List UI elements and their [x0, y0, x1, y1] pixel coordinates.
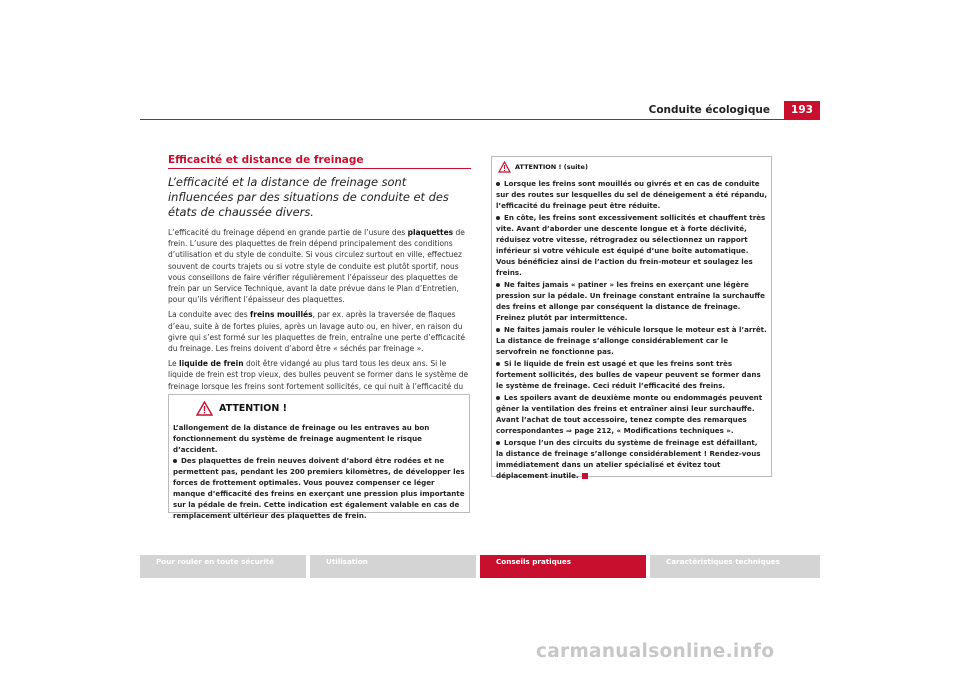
section-title: Efficacité et distance de freinage [168, 154, 471, 169]
footer-tab-operation[interactable]: Utilisation [310, 555, 476, 578]
watermark: carmanualsonline.info [536, 641, 775, 662]
warning-header [169, 395, 469, 416]
warning-text [169, 416, 469, 521]
paragraph-brake-pads: L’efficacité du freinage dépend en grande partie de l’usure des plaquettes de frein. L’usure des plaquettes de frein dépend principalement des conditions d’utilisation et du style de conduite. Si vous circulez surtout en ville, effectuez souvent de courts trajets ou si votre style de conduite est plutôt sportif, nous vous conseillons de faire vérifier régulièrement l’épaisseur des plaquettes de frein par un Service Technique, avant la date prévue dans le Plan d’Entretien, pour qu’ils vérifient l’épaisseur des plaquettes. [168, 228, 465, 305]
warning-bullet: Les spoilers avant de deuxième monte ou endommagés peuvent gêner la ventilation des freins et entraîner ainsi leur surchauffe. Avant l’achat de tout accessoire, tenez compte des remarques correspondantes ⇒ page 212, « Modifications techniques ». [496, 393, 763, 435]
left-column [168, 154, 471, 407]
warning-title: ATTENTION ! [219, 403, 287, 414]
bullet-icon [496, 362, 500, 366]
warning-bullet: Si le liquide de frein est usagé et que les freins sont très fortement sollicités, des bulles de vapeur peuvent se former dans le système de freinage. Ceci réduit l’efficacité des freins. [496, 359, 761, 390]
warning-bullet: Des plaquettes de frein neuves doivent d’abord être rodées et ne permettent pas, pendant les 200 premiers kilomètres, de développer les forces de frottement optimales. Vous pouvez compenser ce léger manque d’efficacité des freins en exerçant une pression plus importante sur la pédale de frein. Cette indication est également valable en cas de remplacement ultérieur des plaquettes de frein. [173, 456, 465, 520]
warning-lead: L’allongement de la distance de freinage ou les entraves au bon fonctionnement du système de freinage augmentent le risque d’accident. [173, 423, 430, 454]
paragraph-wet-brakes: La conduite avec des freins mouillés, par ex. après la traversée de flaques d’eau, suite à de fortes pluies, après un lavage auto ou, en hiver, en raison du givre qui s’est formé sur les plaquettes de frein, entraîne une perte d’efficacité du freinage. Les freins doivent d’abord être « séchés par freinage ». [168, 310, 466, 354]
warning-triangle-icon [196, 401, 213, 416]
warning-bullet: Lorsque l’un des circuits du système de freinage est défaillant, la distance de freinage s’allonge considérablement ! Rendez-vous immédiatement dans un atelier spécialisé et évitez tout déplacement inutile. [496, 438, 761, 480]
footer-tab-safety[interactable]: Pour rouler en toute sécurité [140, 555, 306, 578]
end-of-section-icon [582, 473, 588, 479]
warning-box [168, 394, 470, 520]
bullet-icon [496, 396, 500, 400]
warning-bullet: En côte, les freins sont excessivement sollicités et chauffent très vite. Avant d’aborder une descente longue et à forte déclivité, réduisez votre vitesse, rétrogradez ou sélectionnez un rapport inférieur si votre véhicule est équipé d’une boîte automatique. Vous bénéficiez ainsi de l’action du frein-moteur et soulagez les freins. [496, 213, 766, 277]
bullet-icon [173, 459, 177, 463]
footer-tab-technical-data[interactable]: Caractéristiques techniques [650, 555, 820, 578]
section-body [168, 227, 471, 403]
warning-continued-title: ATTENTION ! (suite) [515, 163, 588, 171]
warning-continued-text [492, 173, 771, 481]
bullet-icon [496, 441, 500, 445]
section-intro: L’efficacité et la distance de freinage sont influencées par des situations de conduite et des états de chaussée divers. [168, 175, 449, 219]
page-number: 193 [784, 101, 820, 119]
bullet-icon [496, 328, 500, 332]
warning-bullet: Ne faites jamais « patiner » les freins en exerçant une légère pression sur la pédale. Un freinage constant entraîne la surchauffe des freins et allonge par conséquent la distance de freinage. Freinez plutôt par intermittence. [496, 280, 765, 322]
warning-triangle-icon [498, 161, 511, 173]
warning-continued-header [492, 157, 771, 173]
paragraph-brake-fluid: Le liquide de frein doit être vidangé au plus tard tous les deux ans. Si le liquide de frein est trop vieux, des bulles peuvent se former dans le système de freinage lorsque les freins sont fortement sollicités, ce qui nuit à l’efficacité du [168, 359, 469, 391]
footer-tab-practical-tips[interactable]: Conseils pratiques [480, 555, 646, 578]
page-header-title: Conduite écologique [648, 104, 770, 116]
warning-bullet: Lorsque les freins sont mouillés ou givrés et en cas de conduite sur des routes sur lesquelles du sel de déneigement a été répandu, l’efficacité du freinage peut être réduite. [496, 179, 768, 210]
warning-bullet: Ne faites jamais rouler le véhicule lorsque le moteur est à l’arrêt. La distance de freinage s’allonge considérablement car le servofrein ne fonctionne pas. [496, 325, 767, 356]
bullet-icon [496, 283, 500, 287]
bullet-icon [496, 182, 500, 186]
bullet-icon [496, 216, 500, 220]
warning-continued-box [491, 156, 772, 480]
header-divider [140, 119, 820, 120]
